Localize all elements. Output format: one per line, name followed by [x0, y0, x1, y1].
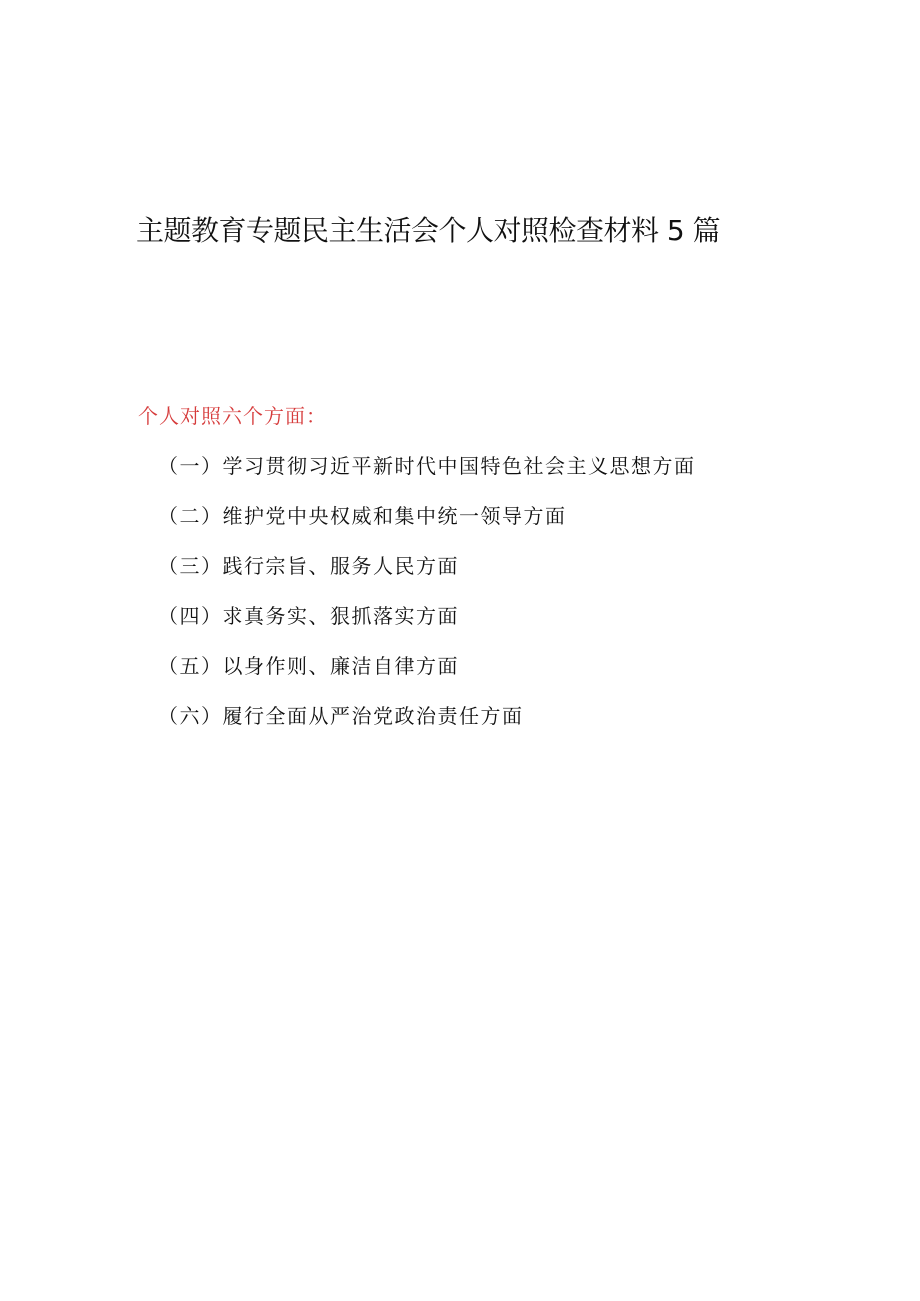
aspect-item-5: （五）以身作则、廉洁自律方面	[158, 654, 459, 678]
section-heading: 个人对照六个方面：	[138, 404, 327, 428]
aspect-item-6: （六）履行全面从严治党政治责任方面	[158, 704, 524, 728]
aspect-list	[158, 448, 696, 748]
aspect-item-1: （一）学习贯彻习近平新时代中国特色社会主义思想方面	[158, 454, 696, 478]
aspect-item-3: （三）践行宗旨、服务人民方面	[158, 554, 459, 578]
aspect-item-2: （二）维护党中央权威和集中统一领导方面	[158, 504, 567, 528]
aspect-item-4: （四）求真务实、狠抓落实方面	[158, 604, 459, 628]
document-title: 主题教育专题民主生活会个人对照检查材料 5 篇	[136, 214, 721, 247]
